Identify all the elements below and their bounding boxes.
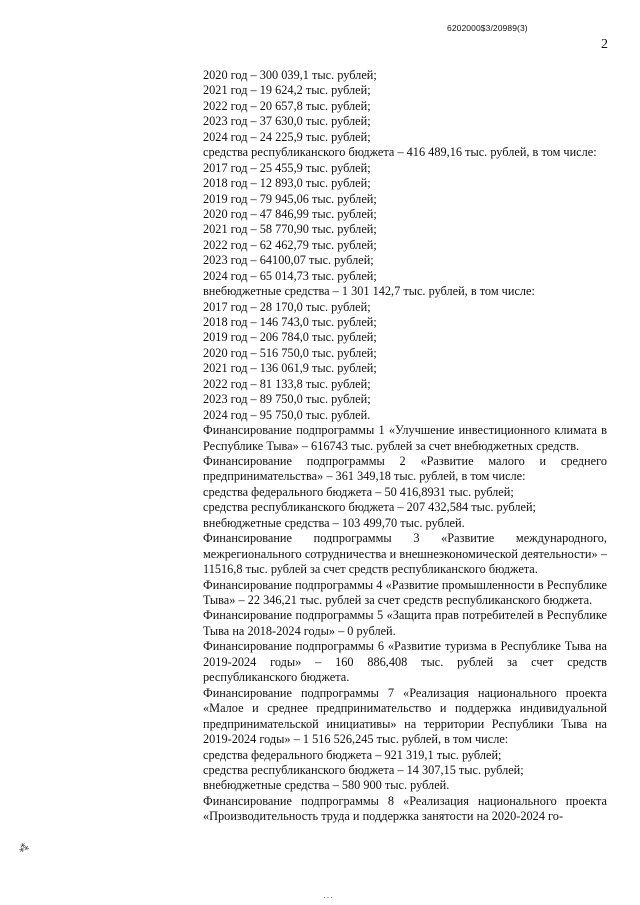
year-line: 2022 год – 20 657,8 тыс. рублей; xyxy=(203,98,371,113)
year-line: 2021 год – 19 624,2 тыс. рублей; xyxy=(203,83,371,98)
document-body xyxy=(203,68,607,825)
year-line: 2024 год – 24 225,9 тыс. рублей; xyxy=(203,129,371,144)
year-line: 2021 год – 136 061,9 тыс. рублей; xyxy=(203,361,377,376)
budget-source-line: средства федерального бюджета – 921 319,1 тыс. рублей; xyxy=(203,747,502,762)
extra-budget-total: внебюджетные средства – 1 301 142,7 тыс. рублей, в том числе: xyxy=(203,284,535,299)
budget-source-line: средства федерального бюджета – 50 416,8931 тыс. рублей; xyxy=(203,484,514,499)
year-line: 2018 год – 146 743,0 тыс. рублей; xyxy=(203,315,377,330)
subprogram-8-financing: Финансирование подпрограммы 8 «Реализация национального проекта «Производительность труда и поддержка занятости на 2020-2024 го- xyxy=(203,793,607,824)
page-number: 2 xyxy=(601,37,608,52)
year-line: 2022 год – 62 462,79 тыс. рублей; xyxy=(203,237,377,252)
budget-source-line: средства республиканского бюджета – 14 307,15 тыс. рублей; xyxy=(203,762,524,777)
year-line: 2020 год – 300 039,1 тыс. рублей; xyxy=(203,68,377,82)
year-line: 2020 год – 47 846,99 тыс. рублей; xyxy=(203,206,377,221)
footer-scan-mark: ··· xyxy=(323,893,334,902)
budget-source-line: средства республиканского бюджета – 207 432,584 тыс. рублей; xyxy=(203,500,536,515)
subprogram-6-financing: Финансирование подпрограммы 6 «Развитие туризма в Республике Тыва на 2019-2024 годы» – 160 886,408 тыс. рублей за счет средств республиканского бюджета. xyxy=(203,639,607,685)
year-line: 2019 год – 79 945,06 тыс. рублей; xyxy=(203,191,377,206)
republic-budget-total: средства республиканского бюджета – 416 489,16 тыс. рублей, в том числе: xyxy=(203,145,597,160)
subprogram-5-financing: Финансирование подпрограммы 5 «Защита прав потребителей в Республике Тыва на 2018-2024 годы» – 0 рублей. xyxy=(203,608,607,638)
subprogram-1-financing: Финансирование подпрограммы 1 «Улучшение инвестиционного климата в Республике Тыва» – 616743 тыс. рублей за счет внебюджетных средств. xyxy=(203,423,607,453)
subprogram-2-financing: Финансирование подпрограммы 2 «Развитие малого и среднего предпринимательства» – 361 349,18 тыс. рублей, в том числе: xyxy=(203,453,607,484)
year-line: 2021 год – 58 770,90 тыс. рублей; xyxy=(203,222,377,237)
budget-source-line: внебюджетные средства – 580 900 тыс. рублей. xyxy=(203,778,450,793)
year-line: 2023 год – 37 630,0 тыс. рублей; xyxy=(203,114,371,129)
year-line: 2024 год – 95 750,0 тыс. рублей. xyxy=(203,407,371,422)
subprogram-7-financing: Финансирование подпрограммы 7 «Реализация национального проекта «Малое и среднее предпринимательство и поддержка индивидуальной предпринимательской инициативы» на территории Республики Тыва на 2019-2024 годы» – 1 516 526,245 тыс. рублей, в том числе: xyxy=(203,685,607,747)
year-line: 2024 год – 65 014,73 тыс. рублей; xyxy=(203,268,377,283)
year-line: 2018 год – 12 893,0 тыс. рублей; xyxy=(203,176,371,191)
year-line: 2017 год – 25 455,9 тыс. рублей; xyxy=(203,160,371,175)
budget-source-line: внебюджетные средства – 103 499,70 тыс. рублей. xyxy=(203,515,465,530)
subprogram-3-financing: Финансирование подпрограммы 3 «Развитие международного, межрегионального сотрудничества и внешнеэкономической деятельности» – 11516,8 тыс. рублей за счет средств республиканского бюджета. xyxy=(203,531,607,577)
year-line: 2019 год – 206 784,0 тыс. рублей; xyxy=(203,330,377,345)
year-line: 2022 год – 81 133,8 тыс. рублей; xyxy=(203,376,371,391)
document-code: 6202000$3/20989(3) xyxy=(447,23,528,33)
subprogram-4-financing: Финансирование подпрограммы 4 «Развитие промышленности в Республике Тыва» – 22 346,21 тыс. рублей за счет средств республиканского бюджета. xyxy=(203,577,607,608)
year-line: 2023 год – 89 750,0 тыс. рублей; xyxy=(203,392,371,407)
year-line: 2017 год – 28 170,0 тыс. рублей; xyxy=(203,299,371,314)
year-line: 2023 год – 64100,07 тыс. рублей; xyxy=(203,253,374,268)
year-line: 2020 год – 516 750,0 тыс. рублей; xyxy=(203,345,377,360)
scan-speck-mark: ⁂ xyxy=(17,841,31,856)
